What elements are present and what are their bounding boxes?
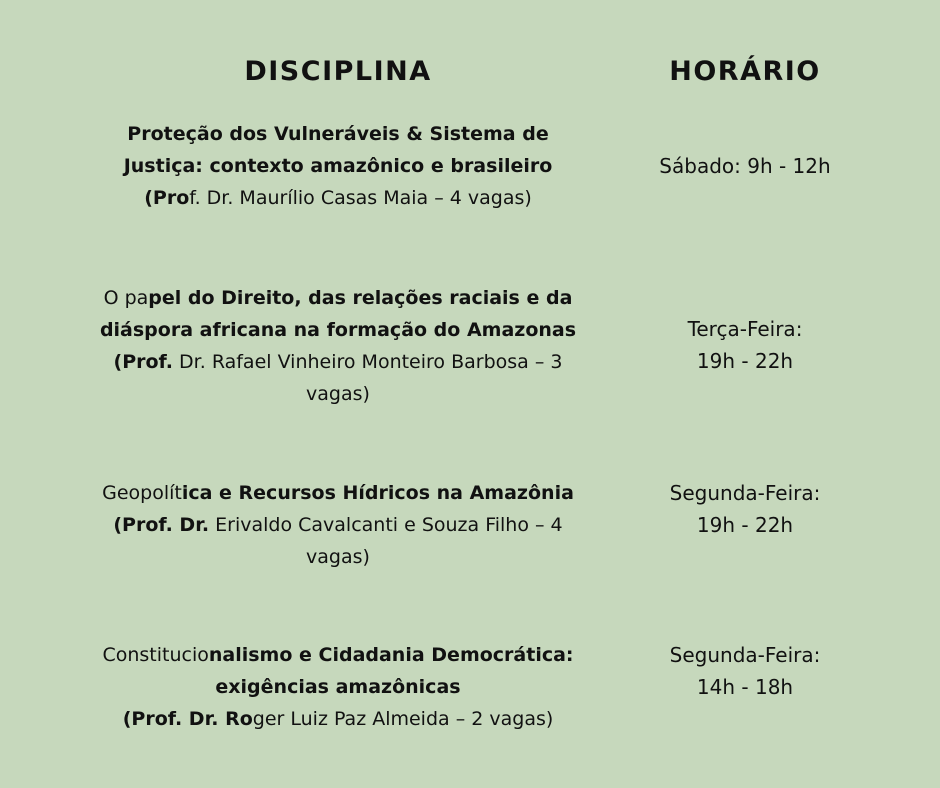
horario-cell-2 [640,313,850,377]
horario-day: Segunda-Feira: [669,481,821,505]
horario-header: HORÁRIO [669,56,821,87]
horario-time: 19h - 22h [696,513,794,537]
title-text: Geopolít [102,482,182,504]
professor-line: vagas) [306,546,370,568]
disciplina-title-line [78,477,598,509]
disciplina-title-line: Proteção dos Vulneráveis & Sistema de [127,123,549,145]
professor-text: Dr. Rafael Vinheiro Monteiro Barbosa – 3 [173,351,563,373]
professor-line [78,509,598,541]
horario-time: 19h - 22h [696,349,794,373]
professor-line [78,346,598,378]
disciplina-title-line: exigências amazônicas [215,676,461,698]
horario-cell-4 [640,639,850,703]
professor-text-bold: (Prof. Dr. [113,514,210,536]
professor-text-bold: (Prof. Dr. Ro [122,708,253,730]
professor-text: ger Luiz Paz Almeida – 2 vagas) [252,708,554,730]
horario-line: Sábado: 9h - 12h [659,154,831,178]
disciplina-cell-1 [78,118,598,214]
professor-text-bold: (Pro [144,187,190,209]
title-text-bold: ica e Recursos Hídricos na Amazônia [181,482,574,504]
professor-line: vagas) [306,383,370,405]
professor-line [78,182,598,214]
horario-cell-1 [640,150,850,182]
horario-day: Segunda-Feira: [669,643,821,667]
professor-line [78,703,598,735]
professor-text: f. Dr. Maurílio Casas Maia – 4 vagas) [189,187,532,209]
disciplina-title-line [78,282,598,314]
disciplina-cell-2 [78,282,598,410]
disciplina-title-line: Justiça: contexto amazônico e brasileiro [123,155,553,177]
title-text: Constitucio [102,644,209,666]
disciplina-title-line [78,639,598,671]
title-text: O pa [103,287,149,309]
disciplina-title-line: diáspora africana na formação do Amazonas [99,319,577,341]
title-text-bold: nalismo e Cidadania Democrática: [208,644,574,666]
disciplina-cell-3 [78,477,598,573]
professor-text: Erivaldo Cavalcanti e Souza Filho – 4 [209,514,563,536]
horario-day: Terça-Feira: [687,317,803,341]
professor-text-bold: (Prof. [113,351,173,373]
horario-cell-3 [640,477,850,541]
horario-time: 14h - 18h [696,675,794,699]
title-text-bold: pel do Direito, das relações raciais e da [148,287,573,309]
disciplina-cell-4 [78,639,598,735]
disciplina-header: DISCIPLINA [244,56,432,87]
